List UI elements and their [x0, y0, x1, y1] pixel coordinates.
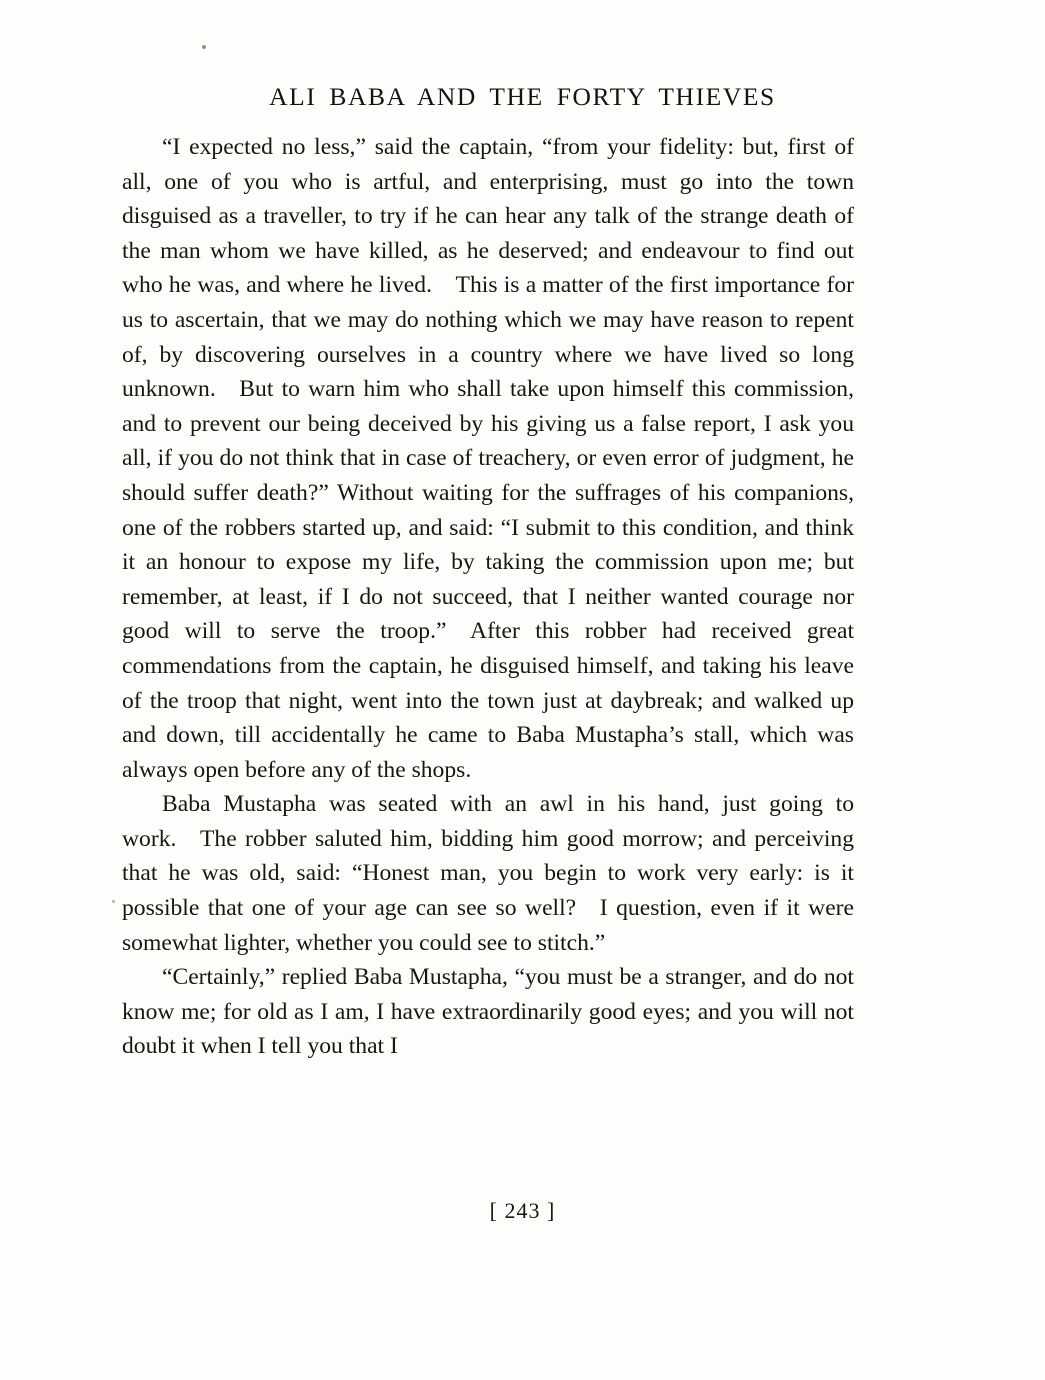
- page-number: [ 243 ]: [489, 1198, 556, 1223]
- paragraph: “I expected no less,” said the captain, “from your fidelity: but, first of all, one of you who is artful, and enterprising, must go into the town disguised as a traveller, to try if he can hear any talk of the strange death of the man whom we have killed, as he deserved; and endeavour to find out who he was, and where he lived. This is a matter of the first importance for us to ascertain, that we may do nothing which we may have reason to repent of, by discovering ourselves in a country where we have lived so long unknown. But to warn him who shall take upon himself this commission, and to prevent our being deceived by his giving us a false report, I ask you all, if you do not think that in case of treachery, or even error of judgment, he should suffer death?” Without waiting for the suffrages of his companions, one of the robbers started up, and said: “I submit to this condition, and think it an honour to expose my life, by taking the commission upon me; but remember, at least, if I do not succeed, that I neither wanted courage nor good will to serve the troop.” After this robber had received great commendations from the captain, he disguised himself, and taking his leave of the troop that night, went into the town just at daybreak; and walked up and down, till accidentally he came to Baba Mustapha’s stall, which was always open before any of the shops.: [122, 134, 854, 783]
- paragraph: “Certainly,” replied Baba Mustapha, “you must be a stranger, and do not know me; for old as I am, I have extraordinarily good eyes; and you will not doubt it when I tell you that I: [122, 964, 854, 1060]
- ink-speck-icon: [112, 900, 115, 903]
- paragraph: Baba Mustapha was seated with an awl in his hand, just going to work. The robber saluted him, bidding him good morrow; and perceiving that he was old, said: “Honest man, you begin to work very early: is it possible that one of your age can see so well? I question, even if it were somewhat lighter, whether you could see to stitch.”: [122, 791, 854, 956]
- body-text: [122, 130, 854, 1064]
- page-title: ALI BABA AND THE FORTY THIEVES: [269, 82, 776, 111]
- ink-speck-icon: [202, 45, 206, 49]
